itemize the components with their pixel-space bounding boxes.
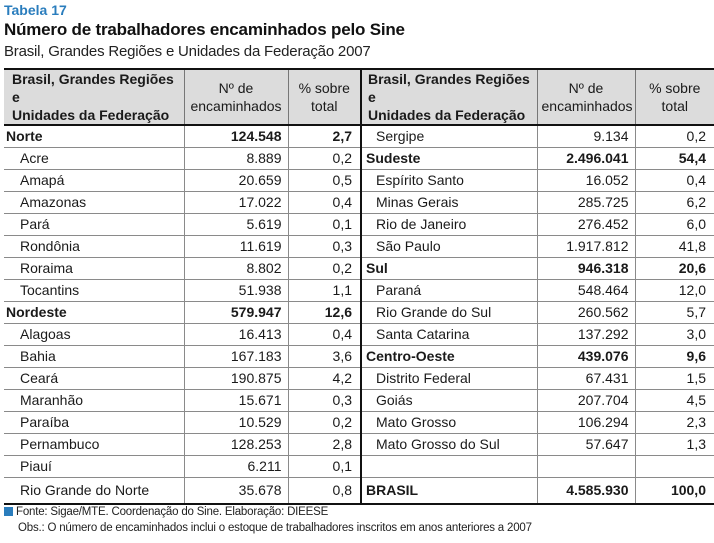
right-region-name: Sudeste <box>361 147 537 169</box>
right-region-name: Rio Grande do Sul <box>361 301 537 323</box>
left-percent-value: 0,4 <box>288 191 361 213</box>
left-percent-value: 2,8 <box>288 433 361 455</box>
right-percent-value: 0,2 <box>635 125 714 147</box>
left-percent-value: 4,2 <box>288 367 361 389</box>
right-region-name: Sergipe <box>361 125 537 147</box>
left-region-name: Nordeste <box>4 301 184 323</box>
right-percent-value: 5,7 <box>635 301 714 323</box>
left-region-name: Tocantins <box>4 279 184 301</box>
left-count-value: 6.211 <box>184 455 288 477</box>
right-percent-value <box>635 455 714 477</box>
left-count-value: 5.619 <box>184 213 288 235</box>
left-region-name: Piauí <box>4 455 184 477</box>
column-header-region-right-line2: Unidades da Federação <box>368 107 526 123</box>
left-percent-value: 0,8 <box>288 477 361 504</box>
right-percent-value: 6,0 <box>635 213 714 235</box>
table-row <box>4 279 714 301</box>
left-count-value: 11.619 <box>184 235 288 257</box>
right-count-value: 67.431 <box>537 367 635 389</box>
left-percent-value: 0,2 <box>288 147 361 169</box>
left-count-value: 190.875 <box>184 367 288 389</box>
left-count-value: 20.659 <box>184 169 288 191</box>
table-row <box>4 213 714 235</box>
left-percent-value: 2,7 <box>288 125 361 147</box>
left-percent-value: 3,6 <box>288 345 361 367</box>
left-percent-value: 1,1 <box>288 279 361 301</box>
right-region-name: Centro-Oeste <box>361 345 537 367</box>
left-region-name: Norte <box>4 125 184 147</box>
column-header-percent-right-line1: % sobre <box>649 80 701 96</box>
right-count-value: 16.052 <box>537 169 635 191</box>
right-percent-value: 100,0 <box>635 477 714 504</box>
table-row <box>4 389 714 411</box>
right-count-value: 1.917.812 <box>537 235 635 257</box>
right-percent-value: 6,2 <box>635 191 714 213</box>
page-subtitle: Brasil, Grandes Regiões e Unidades da Federação 2007 <box>4 43 371 60</box>
right-region-name: Mato Grosso do Sul <box>361 433 537 455</box>
obs-note: Obs.: O número de encaminhados inclui o estoque de trabalhadores inscritos em anos anteriores a 2007 <box>18 522 532 534</box>
right-count-value: 946.318 <box>537 257 635 279</box>
table-header <box>4 69 714 125</box>
left-percent-value: 0,2 <box>288 257 361 279</box>
column-header-percent-right <box>635 69 714 125</box>
left-count-value: 579.947 <box>184 301 288 323</box>
column-header-percent-line1: % sobre <box>298 80 350 96</box>
left-region-name: Roraima <box>4 257 184 279</box>
right-count-value: 285.725 <box>537 191 635 213</box>
column-header-percent <box>288 69 361 125</box>
column-header-count-right-line1: Nº de <box>568 80 604 96</box>
right-percent-value: 1,5 <box>635 367 714 389</box>
column-header-count-line2: encaminhados <box>190 98 282 114</box>
left-region-name: Paraíba <box>4 411 184 433</box>
right-percent-value: 4,5 <box>635 389 714 411</box>
left-count-value: 8.802 <box>184 257 288 279</box>
left-count-value: 8.889 <box>184 147 288 169</box>
right-region-name: Goiás <box>361 389 537 411</box>
table-row <box>4 367 714 389</box>
left-region-name: Bahia <box>4 345 184 367</box>
table-row <box>4 257 714 279</box>
table-row <box>4 235 714 257</box>
right-percent-value: 2,3 <box>635 411 714 433</box>
column-header-count <box>184 69 288 125</box>
right-count-value: 9.134 <box>537 125 635 147</box>
left-region-name: Alagoas <box>4 323 184 345</box>
source-text: Fonte: Sigae/MTE. Coordenação do Sine. Elaboração: DIEESE <box>16 506 329 518</box>
left-region-name: Rio Grande do Norte <box>4 477 184 504</box>
left-region-name: Pernambuco <box>4 433 184 455</box>
right-percent-value: 3,0 <box>635 323 714 345</box>
right-region-name: Rio de Janeiro <box>361 213 537 235</box>
table-row <box>4 169 714 191</box>
column-header-region-right-line1: Brasil, Grandes Regiões e <box>368 71 530 105</box>
page-title: Número de trabalhadores encaminhados pelo Sine <box>4 20 405 39</box>
left-percent-value: 0,3 <box>288 389 361 411</box>
table-row <box>4 191 714 213</box>
left-count-value: 17.022 <box>184 191 288 213</box>
table-row <box>4 323 714 345</box>
left-count-value: 128.253 <box>184 433 288 455</box>
left-percent-value: 0,3 <box>288 235 361 257</box>
column-header-region-line1: Brasil, Grandes Regiões e <box>12 71 174 105</box>
left-percent-value: 0,4 <box>288 323 361 345</box>
right-region-name: Santa Catarina <box>361 323 537 345</box>
table-row <box>4 433 714 455</box>
right-count-value: 4.585.930 <box>537 477 635 504</box>
right-count-value: 207.704 <box>537 389 635 411</box>
table-number-label: Tabela 17 <box>4 2 67 18</box>
right-count-value: 439.076 <box>537 345 635 367</box>
column-header-region <box>4 69 184 125</box>
right-count-value <box>537 455 635 477</box>
table-row <box>4 477 714 504</box>
right-percent-value: 41,8 <box>635 235 714 257</box>
right-percent-value: 20,6 <box>635 257 714 279</box>
right-percent-value: 54,4 <box>635 147 714 169</box>
left-region-name: Rondônia <box>4 235 184 257</box>
left-region-name: Amapá <box>4 169 184 191</box>
column-header-count-line1: Nº de <box>218 80 254 96</box>
column-header-percent-line2: total <box>311 98 338 114</box>
left-region-name: Pará <box>4 213 184 235</box>
right-count-value: 137.292 <box>537 323 635 345</box>
source-note <box>4 504 532 520</box>
source-marker-icon <box>4 507 13 516</box>
left-region-name: Maranhão <box>4 389 184 411</box>
left-count-value: 51.938 <box>184 279 288 301</box>
table-row <box>4 345 714 367</box>
right-count-value: 276.452 <box>537 213 635 235</box>
left-count-value: 10.529 <box>184 411 288 433</box>
table-row <box>4 301 714 323</box>
right-percent-value: 12,0 <box>635 279 714 301</box>
column-header-region-right <box>361 69 537 125</box>
right-region-name: Mato Grosso <box>361 411 537 433</box>
column-header-count-right <box>537 69 635 125</box>
right-count-value: 260.562 <box>537 301 635 323</box>
table-row <box>4 411 714 433</box>
right-region-name: Minas Gerais <box>361 191 537 213</box>
column-header-percent-right-line2: total <box>661 98 688 114</box>
left-region-name: Ceará <box>4 367 184 389</box>
column-header-region-line2: Unidades da Federação <box>12 107 170 123</box>
left-count-value: 15.671 <box>184 389 288 411</box>
right-region-name: Espírito Santo <box>361 169 537 191</box>
right-region-name: Sul <box>361 257 537 279</box>
right-percent-value: 1,3 <box>635 433 714 455</box>
right-percent-value: 0,4 <box>635 169 714 191</box>
right-region-name: Paraná <box>361 279 537 301</box>
table-body <box>4 125 714 504</box>
left-region-name: Amazonas <box>4 191 184 213</box>
left-percent-value: 0,1 <box>288 455 361 477</box>
left-count-value: 16.413 <box>184 323 288 345</box>
table-row <box>4 125 714 147</box>
column-header-count-right-line2: encaminhados <box>541 98 633 114</box>
left-percent-value: 0,5 <box>288 169 361 191</box>
right-region-name: BRASIL <box>361 477 537 504</box>
left-count-value: 124.548 <box>184 125 288 147</box>
left-percent-value: 12,6 <box>288 301 361 323</box>
right-count-value: 548.464 <box>537 279 635 301</box>
left-count-value: 35.678 <box>184 477 288 504</box>
right-count-value: 106.294 <box>537 411 635 433</box>
right-count-value: 2.496.041 <box>537 147 635 169</box>
left-percent-value: 0,2 <box>288 411 361 433</box>
right-region-name <box>361 455 537 477</box>
right-count-value: 57.647 <box>537 433 635 455</box>
footer-notes <box>4 504 532 536</box>
right-region-name: São Paulo <box>361 235 537 257</box>
table-row <box>4 147 714 169</box>
left-percent-value: 0,1 <box>288 213 361 235</box>
right-percent-value: 9,6 <box>635 345 714 367</box>
right-region-name: Distrito Federal <box>361 367 537 389</box>
left-count-value: 167.183 <box>184 345 288 367</box>
data-table <box>4 68 714 505</box>
left-region-name: Acre <box>4 147 184 169</box>
table-row <box>4 455 714 477</box>
